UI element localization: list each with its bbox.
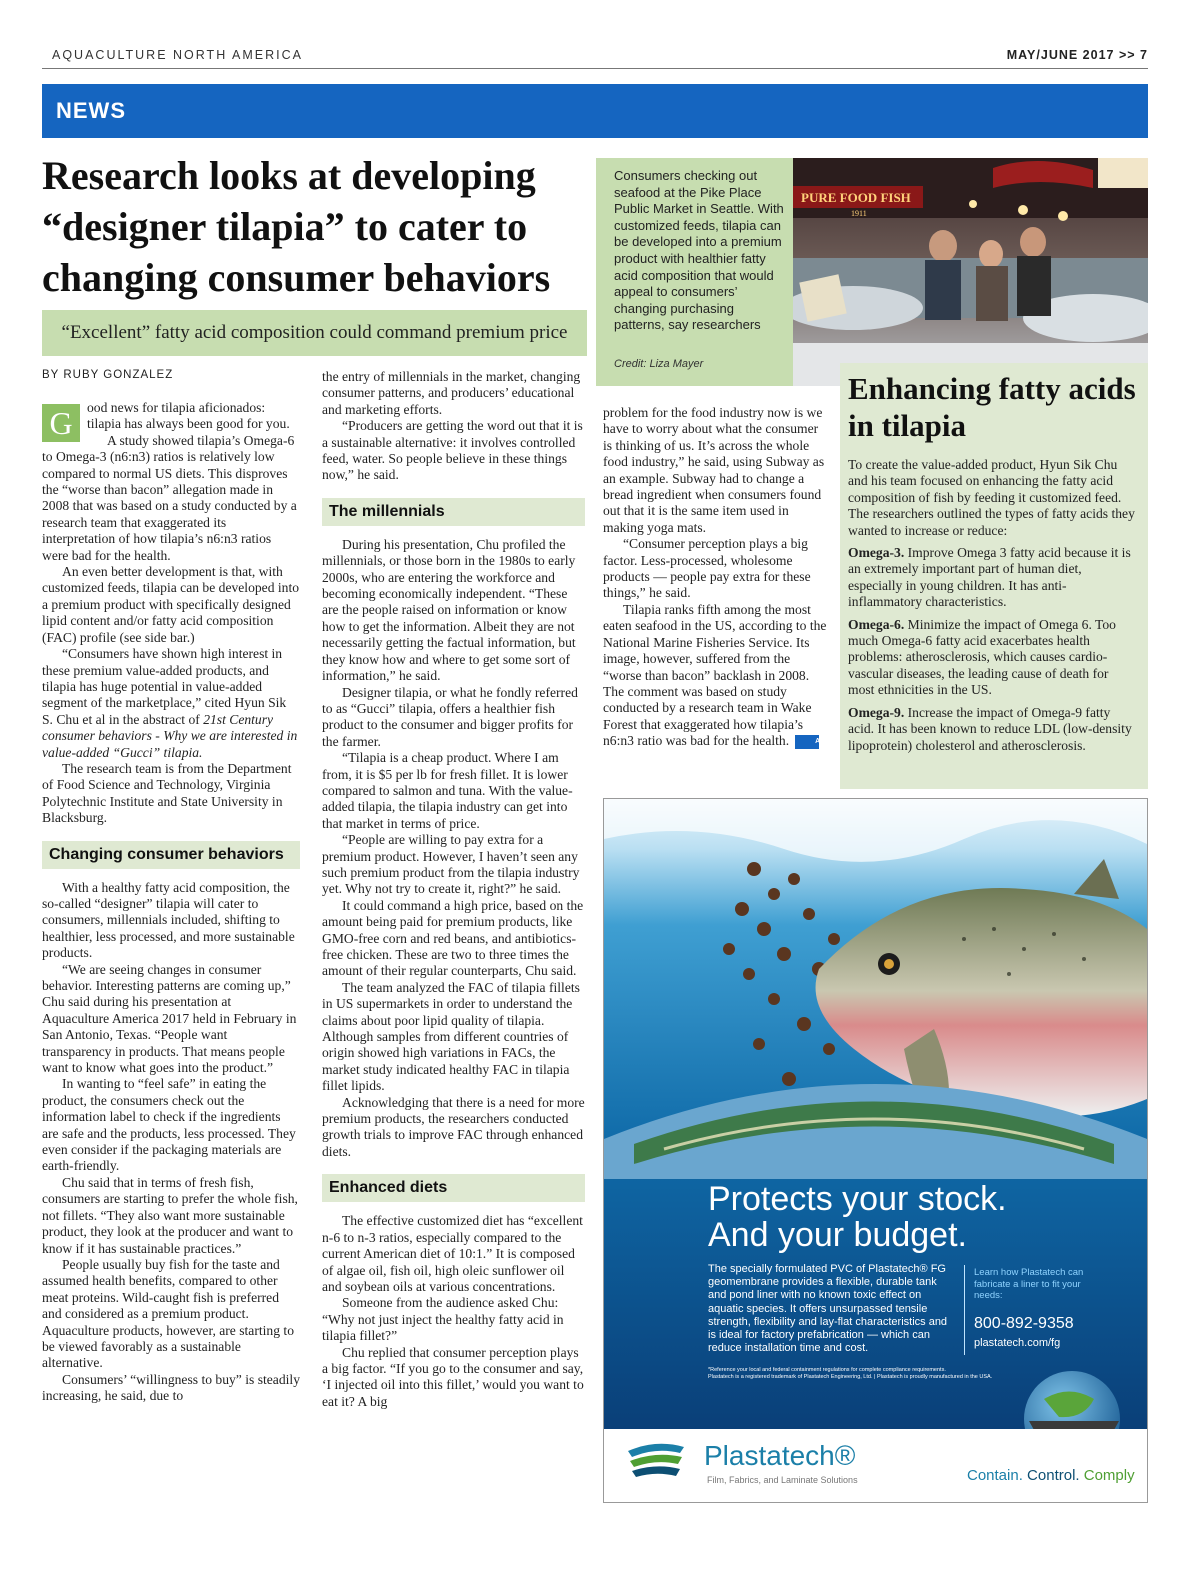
ad-cta-text: Learn how Plastatech can fabricate a liner to fit your needs: [974, 1267, 1084, 1302]
paragraph: In wanting to “feel safe” in eating the product, the consumers check out the information label to check if the ingredients are safe and the products, less processed. They even consider if the packaging materials are earth-friendly. [42, 1076, 296, 1174]
sidebar-term: Omega-3. [848, 545, 905, 561]
ad-headline-line-1: Protects your stock. [708, 1180, 1007, 1218]
sidebar-text: Minimize the impact of Omega 6. Too much Omega-6 fatty acid exacerbates health problems: atherosclerosis, which causes cardio-vascular diseases, the leading cause of death for most ethnicities in the US. [848, 616, 1116, 698]
paragraph-text: Tilapia ranks fifth among the most eaten seafood in the US, according to the National Marine Fisheries Service. Its image, however, suffered from the “worse than bacon” backlash in 2008. The comment was based on study conducted by a research team in Wake Forest that exaggerated how tilapia’s n6:n3 ratio was bad for the health. [603, 601, 827, 749]
paragraph: problem for the food industry now is we have to worry about what the consumer is thinking of us. It’s across the whole food industry,” he said, using Subway as an example. Subway had to change a bread ingredient when consumers found out that it is the same item used in making yoga mats. [603, 405, 825, 535]
paragraph: “Tilapia is a cheap product. Where I am from, it is $5 per lb for fresh fillet. It is lower compared to salmon and tuna. With the value-added tilapia, the tilapia industry can get into that market in terms of price. [322, 750, 573, 831]
paragraph: “We are seeing changes in consumer behavior. Interesting patterns are coming up,” Chu said during his presentation at Aquaculture America 2017 held in February in San Antonio, Texas. “People want transparency in products. That means people want to know what goes into the product.” [42, 961, 297, 1076]
sidebar-item-omega-9 [848, 705, 1138, 754]
sidebar-body [848, 457, 1138, 760]
paragraph: Chu said that in terms of fresh fish, consumers are starting to prefer the whole fish, not fillets. “They also want more sustainable product, they look at the producer and want to know if it has sustainable practices.” [42, 1174, 298, 1256]
ad-headline-line-2: And your budget. [708, 1216, 967, 1254]
drop-cap: G [42, 404, 80, 442]
paragraph: Acknowledging that there is a need for more premium products, the researchers conducted growth trials to improve FAC through enhanced diets. [322, 1094, 585, 1159]
photo-credit: Credit: Liza Mayer [614, 358, 704, 370]
ad-brand-name: Plastatech® [704, 1440, 856, 1471]
article-column-3 [603, 405, 829, 750]
plastatech-advertisement[interactable] [603, 798, 1148, 1503]
ad-phone-number[interactable]: 800-892-9358 [974, 1315, 1074, 1332]
sidebar-term: Omega-9. [848, 704, 905, 720]
sidebar-item-omega-3 [848, 545, 1138, 611]
ad-divider [964, 1265, 965, 1355]
ad-fine-print-line-1: *Reference your local and federal containment regulations for complete compliance requirements. [708, 1367, 946, 1373]
paragraph: Consumers’ “willingness to buy” is steadily increasing, he said, due to [42, 1371, 300, 1404]
article-column-1 [42, 400, 300, 1405]
ad-fine-print [708, 1367, 1038, 1381]
publication-name: AQUACULTURE NORTH AMERICA [52, 48, 303, 62]
ad-website-link[interactable]: plastatech.com/fg [974, 1337, 1061, 1349]
paragraph: “Consumer perception plays a big factor. Less-processed, wholesome products — people pay extra for these things,” he said. [603, 536, 811, 601]
paragraph: With a healthy fatty acid composition, the so-called “designer” tilapia will cater to consumers, millennials included, shifting to healthier, less processed, and more sustainable products. [42, 879, 295, 961]
plastatech-logo-icon [626, 1439, 686, 1479]
abstract-title: 21st Century consumer behaviors - Why we are interested in value-added “Gucci” tilapia. [42, 711, 298, 760]
paragraph: People usually buy fish for the taste and assumed health benefits, compared to other meat proteins. Wild-caught fish is preferred and considered as a premium product. Aquaculture products, however, are starting to be viewed favorably as a sustainable alternative. [42, 1256, 294, 1371]
paragraph: It could command a high price, based on the amount being paid for premium products, like GMO-free corn and red beans, and antibiotics-free chicken. These are two to three times the amount of their regular counterparts, Chu said. [322, 897, 584, 979]
sidebar-title: Enhancing fatty acids in tilapia [848, 371, 1136, 443]
sidebar-intro: To create the value-added product, Hyun Sik Chu and his team focused on enhancing the fatty acid composition of fish by feeding it customized feed. The researchers outlined the types of fatty acids they wanted to increase or reduce: [848, 457, 1135, 538]
ad-slogan-comply: Comply [1083, 1467, 1135, 1484]
paragraph: The effective customized diet has “excellent n-6 to n-3 ratios, especially compared to the current American diet of 10:1.” It is composed of algae oil, fish oil, high oleic sunflower oil and soybean oils at various concentrations. [322, 1213, 583, 1294]
paragraph: Someone from the audience asked Chu: “Why not just inject the healthy fatty acid in tilapia fillet?” [322, 1295, 564, 1344]
sidebar-term: Omega-6. [848, 616, 905, 632]
paragraph: An even better development is that, with customized feeds, tilapia can be developed into a premium product with specifically designed lipid content and/or fatty acid composition (FAC) profile (see side bar.) [42, 564, 300, 645]
section-label: NEWS [56, 98, 126, 123]
paragraph: Designer tilapia, or what he fondly referred to as “Gucci” tilapia, offers a healthier fish product to the consumer and bigger profits for the farmer. [322, 684, 578, 749]
ad-headline [708, 1181, 1007, 1253]
sidebar-text: Improve Omega 3 fatty acid because it is an extremely important part of human diet, especially in young children. It has anti-inflammatory characteristics. [848, 545, 1131, 610]
market-sign-year: 1911 [851, 209, 867, 218]
ad-fine-print-line-2: Plastatech is a registered trademark of Plastatech Engineering, Ltd. | Plastatech is proudly manufactured in the USA. [708, 1374, 993, 1380]
paragraph: The research team is from the Department of Food Science and Technology, Virginia Polytechnic Institute and State University in Blacksburg. [42, 760, 292, 826]
issue-page-number: MAY/JUNE 2017 >> 7 [1006, 48, 1148, 62]
photo-caption: Consumers checking out seafood at the Pike Place Public Market in Seattle. With customized feeds, tilapia can be developed into a premium product with healthier fatty acid composition that would appeal to consumers’ changing purchasing patterns, say researchers [614, 168, 784, 333]
paragraph-text: “Consumers have shown high interest in these premium value-added products, and tilapia has huge potential in value-added segment of the marketplace,” cited Hyun Sik S. Chu et al in the abstract of [42, 646, 287, 727]
ad-slogan-control: Control. [1027, 1467, 1080, 1484]
article-headline: Research looks at developing “designer tilapia” to cater to changing consumer behaviors [42, 153, 551, 300]
header-rule [42, 68, 1148, 69]
market-sign-text: PURE FOOD FISH [801, 190, 911, 205]
paragraph: “People are willing to pay extra for a premium product. However, I haven’t seen any such premium product from the tilapia industry yet. Why not try to create it, right?” he said. [322, 832, 580, 897]
article-deck: “Excellent” fatty acid composition could command premium price [42, 310, 587, 356]
market-photo [793, 158, 1148, 386]
ad-slogan [967, 1467, 1135, 1484]
byline: BY RUBY GONZALEZ [42, 369, 174, 381]
paragraph: “Producers are getting the word out that it is a sustainable alternative: it involves controlled feed, water. So people believe in these things now,” he said. [322, 418, 583, 483]
paragraph [42, 400, 300, 441]
ad-brand-tagline: Film, Fabrics, and Laminate Solutions [707, 1475, 858, 1485]
subhead-enhanced-diets: Enhanced diets [322, 1174, 585, 1202]
ad-body-text: The specially formulated PVC of Plastatech® FG geomembrane provides a flexible, durable tank and pond liner with no known toxic effect on aquatic species. It offers unsurpassed tensile strength, flexibility and lay-flat characteristics and is ideal for factory prefabrication — which can reduce installation time and cost. [708, 1263, 948, 1355]
paragraph: the entry of millennials in the market, changing consumer patterns, and producers’ educational and marketing efforts. [322, 369, 581, 417]
paragraph: A study showed tilapia’s Omega-6 to Omega-3 (n6:n3) ratios is relatively low compared to normal US diets. This disproves the “worse than bacon” allegation made in 2008 that was based on a study conducted by a research team that exaggerated its interpretation of how tilapia’s n6:n3 ratios were bad for the health. [42, 432, 297, 563]
subhead-the-millennials: The millennials [322, 498, 585, 526]
paragraph [603, 602, 829, 750]
paragraph: Chu replied that consumer perception plays a big factor. “If you go to the consumer and say, ‘I injected oil into this fillet,’ would you want to eat it? A big [322, 1344, 584, 1409]
paragraph: The team analyzed the FAC of tilapia fillets in US supermarkets in order to understand the claims about poor lipid quality of tilapia. Although samples from different countries of origin showed high variations in FACs, the market study indicated healthy FAC in tilapia fillet lipids. [322, 979, 580, 1094]
subhead-changing-consumer-behaviors: Changing consumer behaviors [42, 841, 300, 869]
sidebar-item-omega-6 [848, 617, 1138, 699]
section-bar [42, 84, 1148, 138]
sidebar-text: Increase the impact of Omega-9 fatty acid. It has been known to reduce LDL (low-density lipoprotein) cholesterol and atherosclerosis. [848, 704, 1132, 753]
ad-slogan-contain: Contain. [967, 1467, 1023, 1484]
end-mark-icon: ANA [795, 735, 819, 749]
article-column-2 [322, 369, 585, 1410]
paragraph [42, 646, 300, 761]
paragraph-text: ood news for tilapia aficionados: tilapia has always been good for you. [87, 400, 290, 432]
paragraph: During his presentation, Chu profiled the millennials, or those born in the 1980s to early 2000s, who are entering the workforce and becoming economically independent. “These are the people raised on information or know how to get the information. Albeit they are not necessarily getting the factual information, but they know how and where to get some sort of information,” he said. [322, 536, 576, 684]
fish-market-image [793, 158, 1148, 386]
